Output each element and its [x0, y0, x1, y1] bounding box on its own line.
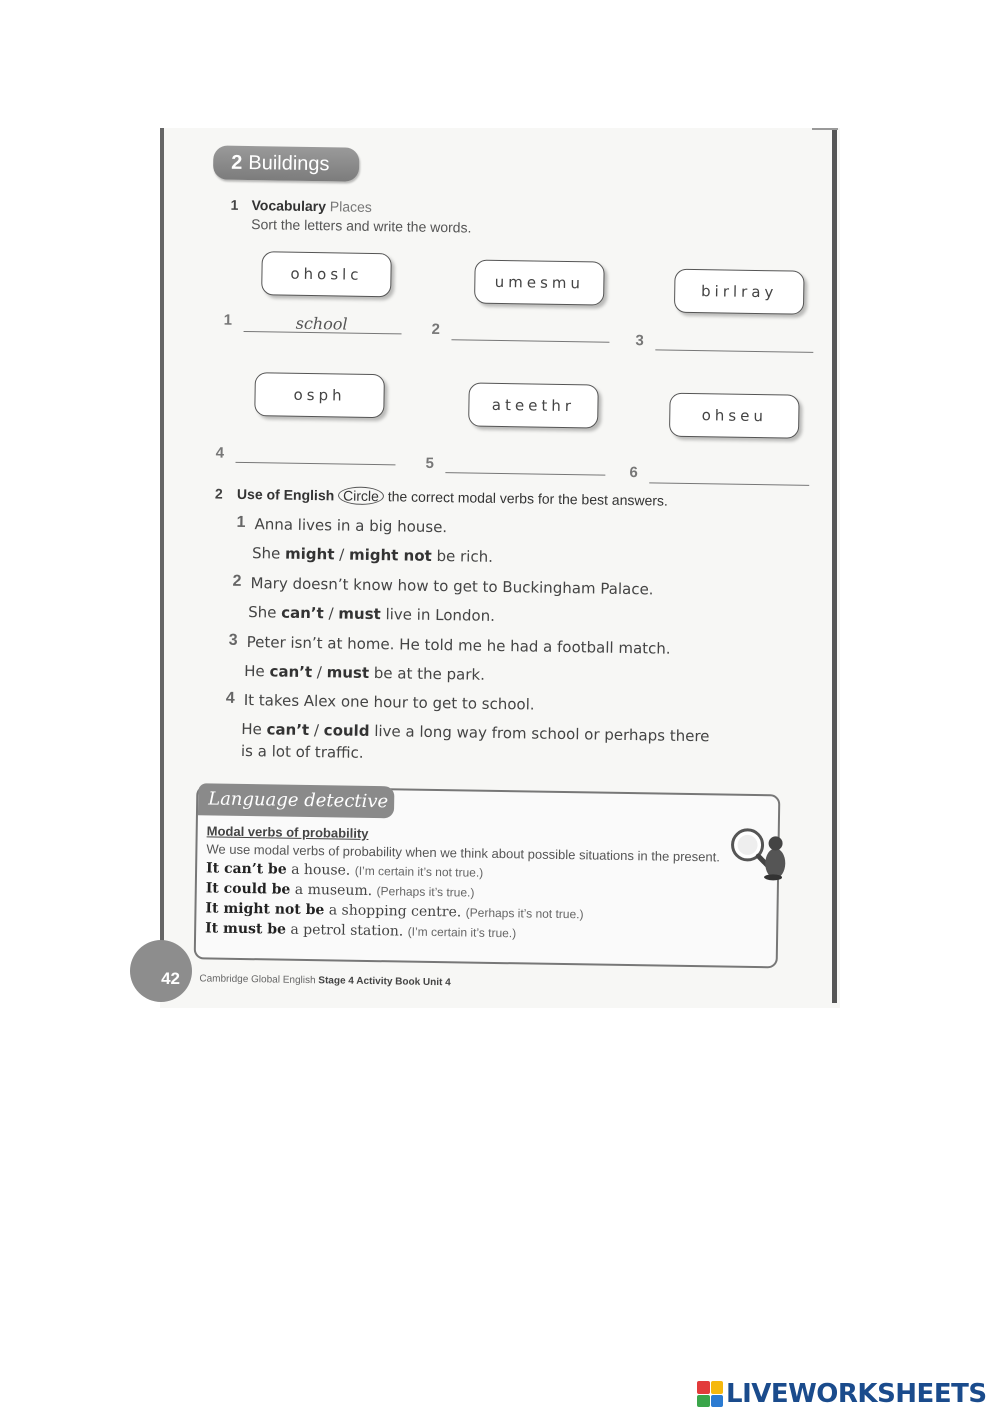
footer-book: Stage 4 Activity Book Unit 4 [318, 975, 451, 989]
page-number-badge: 42 [130, 940, 192, 1002]
exercise-2-number: 2 [214, 485, 223, 502]
exercise-1-heading: Vocabulary [251, 197, 327, 215]
question-4-continuation: is a lot of traffic. [240, 741, 364, 762]
question-4-post: live a long way from school or perhaps there [374, 722, 710, 746]
answer-number-1: 1 [223, 311, 233, 329]
answer-line-6[interactable] [649, 482, 809, 486]
question-2-pre: She [248, 603, 277, 622]
liveworksheets-logo-icon [697, 1381, 723, 1407]
question-4-number: 4 [225, 689, 235, 707]
question-1-post: be rich. [436, 547, 494, 566]
exercise-1-title [251, 197, 372, 215]
page-footer [199, 973, 451, 988]
answer-number-4: 4 [215, 444, 225, 462]
exercise-2-heading: Use of English [236, 485, 335, 504]
detective-intro: We use modal verbs of probability when we think about possible situations in the present. [206, 841, 721, 865]
liveworksheets-wordmark: LIVEWORKSHEETS [726, 1379, 987, 1409]
example-3-rest: a shopping centre. [328, 902, 462, 921]
question-2-post: live in London. [385, 605, 496, 625]
question-4-option-b[interactable]: could [323, 721, 370, 740]
anagram-tile-2: umesmu [474, 260, 605, 306]
question-1-number: 1 [236, 513, 246, 531]
footer-series: Cambridge Global English [199, 973, 316, 987]
exercise-1-instruction: Sort the letters and write the words. [251, 216, 472, 236]
example-4-note: (I’m certain it’s true.) [407, 924, 517, 941]
question-4-sentence: He can’t / could live a long way from school or perhaps there [241, 719, 710, 746]
exercise-2-instruction: the correct modal verbs for the best answers. [387, 488, 669, 509]
magnifying-glass-detective-icon [725, 819, 796, 890]
exercise-1-number: 1 [230, 196, 239, 213]
example-2-rest: a museum. [294, 881, 373, 900]
question-3-pre: He [244, 661, 265, 681]
answer-line-3[interactable] [655, 349, 813, 352]
question-2-number: 2 [232, 572, 242, 590]
question-1-context: Anna lives in a big house. [254, 515, 448, 537]
circle-word: Circle [338, 486, 384, 505]
liveworksheets-logo [697, 1377, 987, 1411]
answer-number-5: 5 [425, 454, 434, 472]
question-1-sentence: She might / might not be rich. [251, 544, 494, 566]
example-1-modal: It can’t be [205, 860, 287, 878]
question-2-sentence: She can’t / must live in London. [248, 603, 496, 625]
question-2-context: Mary doesn’t know how to get to Buckingham Palace. [250, 574, 654, 599]
anagram-tile-5: ateethr [468, 382, 599, 428]
question-3-sentence: He can’t / must be at the park. [244, 661, 486, 684]
unit-title [213, 145, 360, 181]
anagram-tile-6: ohseu [669, 393, 800, 439]
example-1-note: (I’m certain it’s not true.) [354, 863, 484, 880]
example-1-rest: a house. [291, 861, 351, 879]
answer-text-1: school [295, 313, 348, 334]
question-3-option-b[interactable]: must [326, 663, 370, 682]
question-2-option-b[interactable]: must [338, 604, 381, 624]
anagram-tile-3: birlray [674, 269, 805, 315]
answer-line-4[interactable] [235, 462, 395, 466]
answer-number-6: 6 [629, 464, 638, 482]
question-3-number: 3 [228, 631, 238, 649]
example-2-modal: It could be [205, 880, 291, 898]
anagram-tile-4: osph [254, 372, 385, 418]
question-3-context: Peter isn’t at home. He told me he had a football match. [246, 633, 671, 658]
example-3-modal: It might not be [205, 900, 325, 919]
answer-number-2: 2 [431, 320, 441, 339]
example-4-modal: It must be [205, 920, 287, 938]
question-4-option-a[interactable]: can’t [266, 720, 310, 740]
language-detective-tab: Language detective [198, 783, 394, 818]
question-3-option-a[interactable]: can’t [269, 662, 313, 682]
question-1-option-b[interactable]: might not [348, 545, 432, 565]
example-2-note: (Perhaps it’s true.) [376, 884, 475, 900]
anagram-tile-1: ohoslc [261, 251, 392, 297]
unit-number: 2 [231, 151, 243, 174]
answer-line-5[interactable] [445, 472, 605, 476]
answer-line-2[interactable] [451, 339, 609, 342]
exercise-1-subheading: Places [329, 198, 373, 215]
example-3-note: (Perhaps it’s not true.) [465, 905, 584, 922]
answer-number-3: 3 [635, 332, 644, 350]
example-4-rest: a petrol station. [290, 921, 404, 940]
unit-name: Buildings [248, 151, 330, 176]
question-3-post: be at the park. [373, 664, 486, 684]
question-1-pre: She [251, 544, 281, 563]
question-1-option-a[interactable]: might [284, 544, 335, 564]
question-4-pre: He [241, 719, 262, 739]
exercise-2-title [237, 486, 668, 509]
detective-heading: Modal verbs of probability [206, 823, 369, 841]
question-4-context: It takes Alex one hour to get to school. [243, 690, 535, 714]
question-2-option-a[interactable]: can’t [281, 603, 324, 623]
